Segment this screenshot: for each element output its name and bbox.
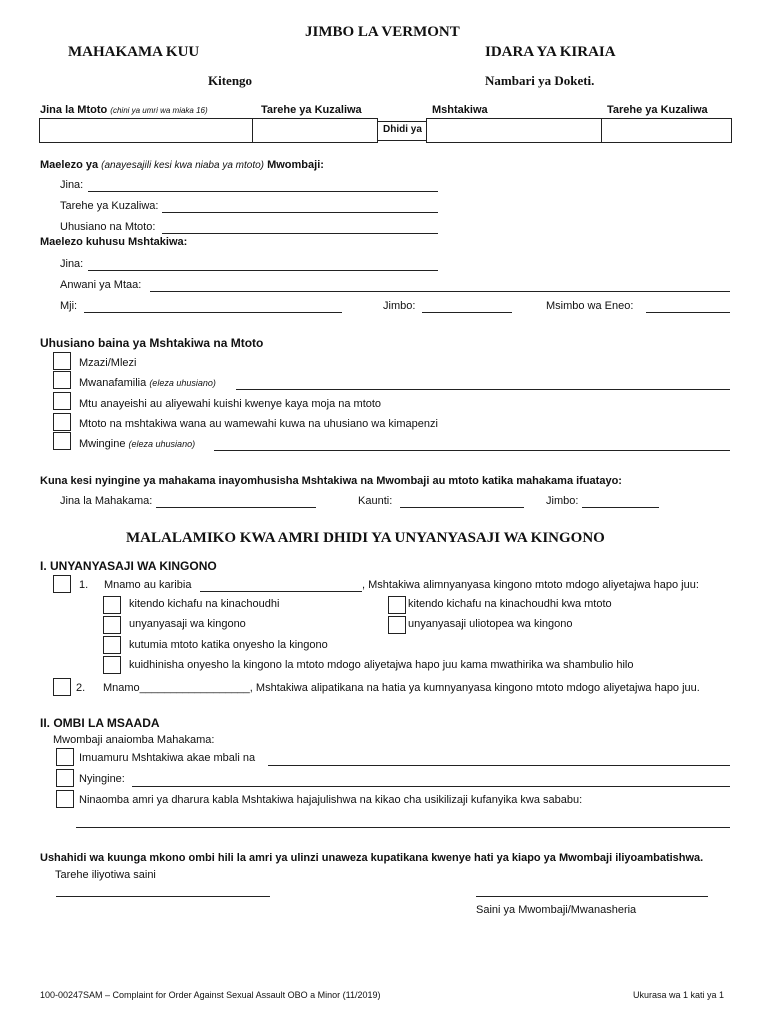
item-one-checkbox[interactable] <box>53 575 71 593</box>
defendant-name-input[interactable] <box>88 270 438 271</box>
defendant-zip-field[interactable] <box>646 312 730 313</box>
sub-performance-label: kutumia mtoto katika onyesho la kingono <box>129 639 328 651</box>
attestation-text: Ushahidi wa kuunga mkono ombi hili la amri ya ulinzi unaweza kupatikana kwenye hati ya kiapo ya Mwombaji iliyoambatishwa. <box>40 852 704 864</box>
item-one-number: 1. <box>79 579 89 591</box>
plaintiff-dob-label: Tarehe ya Kuzaliwa: <box>60 200 159 212</box>
date-signed-label: Tarehe iliyotiwa saini <box>55 869 156 881</box>
defendant-state-label: Jimbo: <box>383 300 416 312</box>
item-two-checkbox[interactable] <box>53 678 71 696</box>
relationship-household-label: Mtu anayeishi au aliyewahi kuishi kwenye kaya moja na mtoto <box>79 398 382 410</box>
relationship-other-label: Mwingine (eleza uhusiano) <box>79 438 196 450</box>
item-one-text-a: Mnamo au karibia <box>104 579 192 591</box>
defendant-name-field[interactable] <box>426 118 602 143</box>
sub-lewd-label: kitendo kichafu na kinachoudhi <box>129 598 280 610</box>
defendant-zip-label: Msimbo wa Eneo: <box>546 300 634 312</box>
child-dob-field[interactable] <box>252 118 378 143</box>
sub-lewd-checkbox[interactable] <box>103 596 121 614</box>
sub-lewd-child-label: kitendo kichafu na kinachoudhi kwa mtoto <box>408 598 612 610</box>
section-one-heading: I. UNYANYASAJI WA KINGONO <box>40 559 217 573</box>
other-court-label: Jina la Mahakama: <box>60 495 153 507</box>
child-name-field[interactable] <box>39 118 253 143</box>
relationship-dating-label: Mtoto na mshtakiwa wana au wamewahi kuwa na uhusiano wa kimapenzi <box>79 418 438 430</box>
plaintiff-relation-label: Uhusiano na Mtoto: <box>60 221 156 233</box>
defendant-city-field[interactable] <box>84 312 342 313</box>
date-signed-field[interactable] <box>56 896 270 897</box>
defendant-dob-label: Tarehe ya Kuzaliwa <box>607 104 708 116</box>
other-county-label: Kaunti: <box>358 495 393 507</box>
state-heading: JIMBO LA VERMONT <box>305 24 460 40</box>
emergency-order-checkbox[interactable] <box>56 790 74 808</box>
relationship-family-field[interactable] <box>236 389 730 390</box>
plaintiff-relation-field[interactable] <box>162 233 438 234</box>
sub-assault-checkbox[interactable] <box>103 616 121 634</box>
defendant-city-label: Mji: <box>60 300 78 312</box>
defendant-heading: Maelezo kuhusu Mshtakiwa: <box>40 236 188 248</box>
child-name-label: Jina la Mtoto (chini ya umri wa miaka 16) <box>40 104 208 116</box>
sub-consenting-checkbox[interactable] <box>103 656 121 674</box>
request-intro: Mwombaji anaiomba Mahakama: <box>53 734 215 746</box>
signature-field[interactable] <box>476 896 708 897</box>
plaintiff-name-field[interactable] <box>88 191 438 192</box>
defendant-name-label: Jina: <box>60 258 84 270</box>
defendant-address-label: Anwani ya Mtaa: <box>60 279 142 291</box>
relationship-dating-checkbox[interactable] <box>53 413 71 431</box>
docket-label: Nambari ya Doketi. <box>485 73 595 88</box>
child-dob-label: Tarehe ya Kuzaliwa <box>261 104 362 116</box>
plaintiff-dob-field[interactable] <box>162 212 438 213</box>
other-relief-checkbox[interactable] <box>56 769 74 787</box>
plaintiff-heading: Maelezo ya (anayesajili kesi kwa niaba ya mtoto) Mwombaji: <box>40 159 324 171</box>
relationship-family-checkbox[interactable] <box>53 371 71 389</box>
stay-away-label: Imuamuru Mshtakiwa akae mbali na <box>79 752 256 764</box>
item-two-number: 2. <box>76 682 86 694</box>
complaint-title: MALALAMIKO KWA AMRI DHIDI YA UNYANYASAJI WA KINGONO <box>126 530 605 546</box>
relationship-family-label: Mwanafamilia (eleza uhusiano) <box>79 377 216 389</box>
other-cases-heading: Kuna kesi nyingine ya mahakama inayomhusisha Mshtakiwa na Mwombaji au mtoto katika mahakama ifuatayo: <box>40 475 622 487</box>
defendant-state-field[interactable] <box>422 312 512 313</box>
versus-label: Dhidi ya <box>383 124 422 135</box>
relationship-parent-checkbox[interactable] <box>53 352 71 370</box>
section-two-heading: II. OMBI LA MSAADA <box>40 716 160 730</box>
other-relief-field[interactable] <box>132 786 730 787</box>
page-number: Ukurasa wa 1 kati ya 1 <box>633 990 725 1000</box>
defendant-label: Mshtakiwa <box>432 104 488 116</box>
sub-aggravated-checkbox[interactable] <box>388 616 406 634</box>
form-number: 100-00247SAM – Complaint for Order Against Sexual Assault OBO a Minor (11/2019) <box>40 990 381 1000</box>
signature-label: Saini ya Mwombaji/Mwanasheria <box>476 904 637 916</box>
plaintiff-name-label: Jina: <box>60 179 84 191</box>
other-state-field[interactable] <box>582 507 659 508</box>
unit-label: Kitengo <box>208 73 253 88</box>
defendant-dob-field[interactable] <box>601 118 732 143</box>
sub-lewd-child-checkbox[interactable] <box>388 596 406 614</box>
relationship-other-field[interactable] <box>214 450 730 451</box>
relationship-heading: Uhusiano baina ya Mshtakiwa na Mtoto <box>40 336 264 350</box>
court-heading: MAHAKAMA KUU <box>68 44 200 60</box>
other-court-field[interactable] <box>156 507 316 508</box>
emergency-order-label: Ninaomba amri ya dharura kabla Mshtakiwa hajajulishwa na kikao cha usikilizaji kufanyika kwa sababu: <box>79 794 583 806</box>
item-one-date-field[interactable] <box>200 591 362 592</box>
stay-away-checkbox[interactable] <box>56 748 74 766</box>
division-heading: IDARA YA KIRAIA <box>485 44 616 60</box>
sub-aggravated-label: unyanyasaji uliotopea wa kingono <box>408 618 573 630</box>
other-relief-label: Nyingine: <box>79 773 125 785</box>
defendant-address-field[interactable] <box>150 291 730 292</box>
item-two-text: Mnamo__________________, Mshtakiwa alipatikana na hatia ya kumnyanyasa kingono mtoto mdogo aliyetajwa hapo juu. <box>103 682 700 694</box>
relationship-household-checkbox[interactable] <box>53 392 71 410</box>
sub-consenting-label: kuidhinisha onyesho la kingono la mtoto mdogo aliyetajwa hapo juu kama mwathirika wa shambulio hilo <box>129 659 634 671</box>
sub-assault-label: unyanyasaji wa kingono <box>129 618 246 630</box>
other-state-label: Jimbo: <box>546 495 579 507</box>
sub-performance-checkbox[interactable] <box>103 636 121 654</box>
stay-away-field[interactable] <box>268 765 730 766</box>
emergency-reason-field[interactable] <box>76 827 730 828</box>
item-one-text-b: , Mshtakiwa alimnyanyasa kingono mtoto mdogo aliyetajwa hapo juu: <box>362 579 699 591</box>
other-county-field[interactable] <box>400 507 524 508</box>
relationship-parent-label: Mzazi/Mlezi <box>79 357 137 369</box>
relationship-other-checkbox[interactable] <box>53 432 71 450</box>
